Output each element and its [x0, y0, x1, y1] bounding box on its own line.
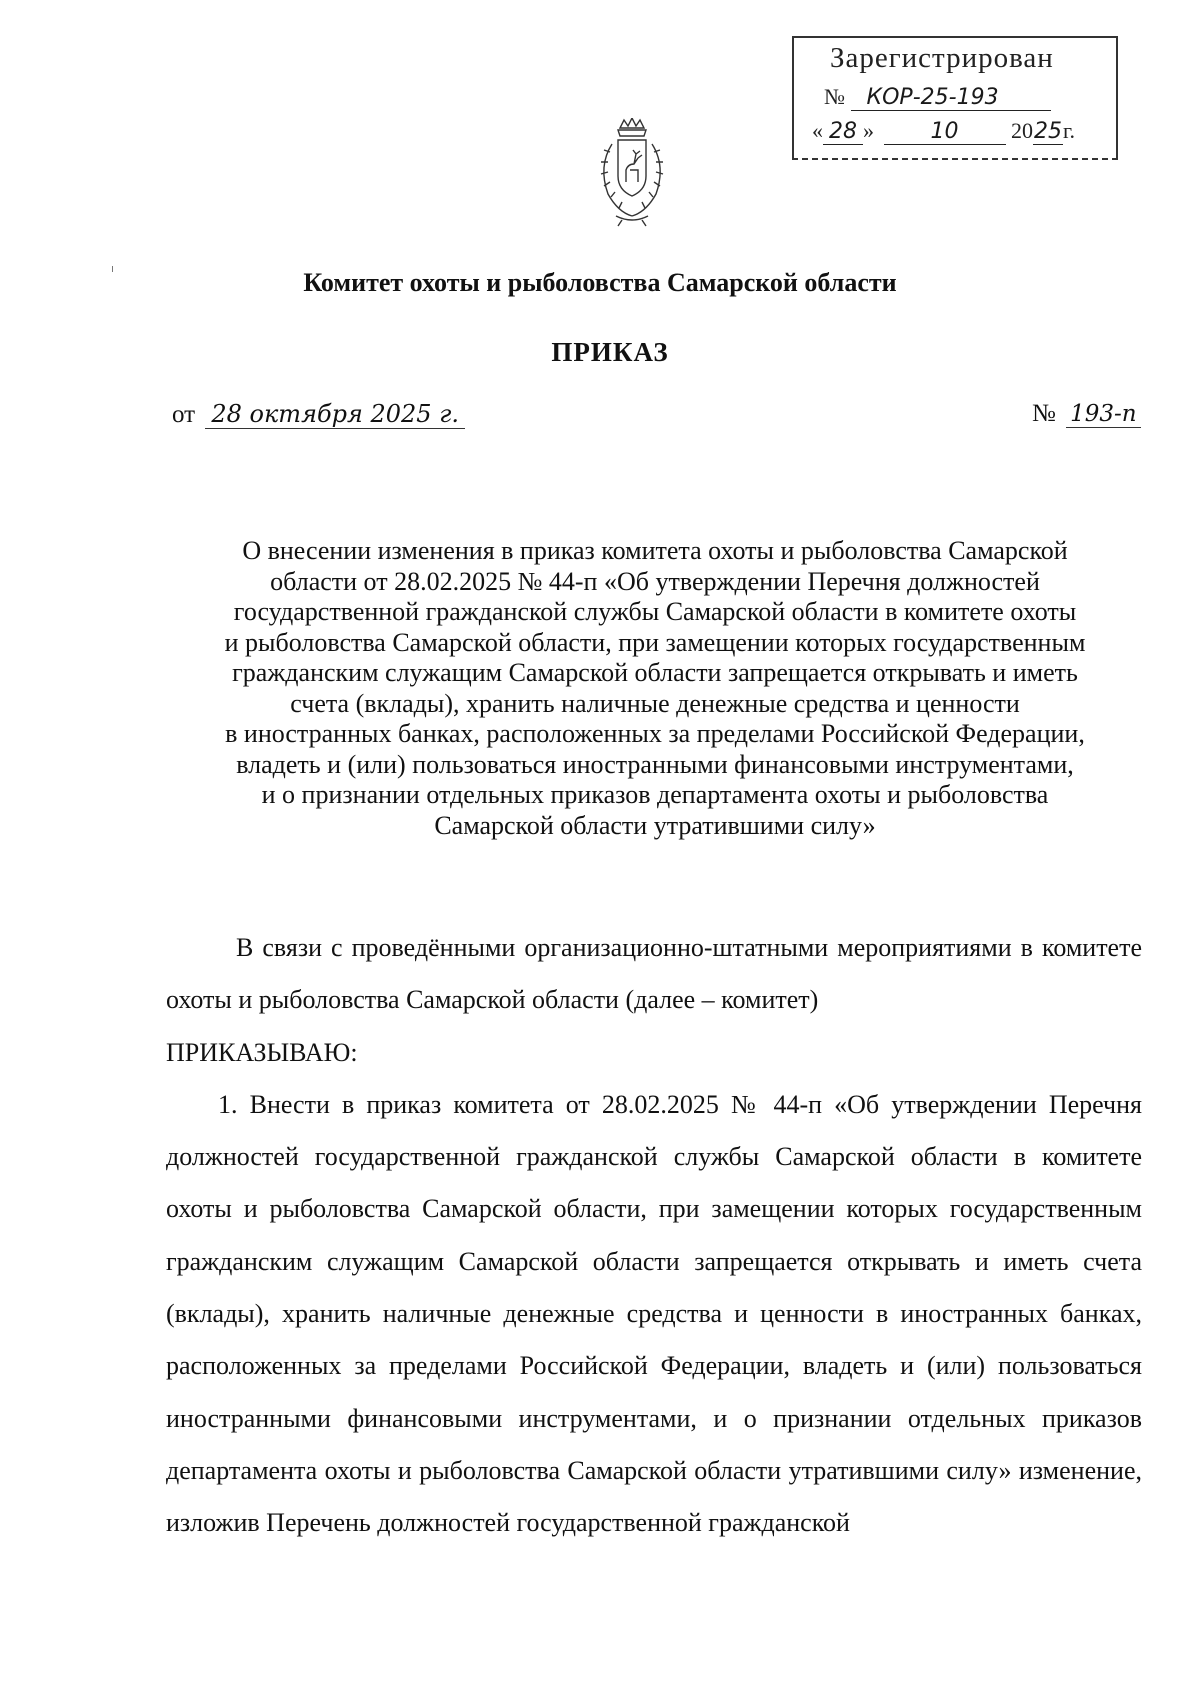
organization-name: Комитет охоты и рыболовства Самарской области	[303, 268, 897, 297]
order-date	[172, 400, 465, 429]
item-1-paragraph: 1. Внести в приказ комитета от 28.02.2025 № 44-п «Об утверждении Перечня должностей государственной гражданской службы Самарской области в комитете охоты и рыболовства Самарской области, при замещении которых государственным гражданским служащим Самарской области запрещается открывать и иметь счета (вклады), хранить наличные денежные средства и ценности в иностранных банках, расположенных за пределами Российской Федерации, владеть и (или) пользоваться иностранными финансовыми инструментами, и о признании отдельных приказов департамента охоты и рыболовства Самарской области утратившими силу» изменение, изложив Перечень должностей государственной гражданской	[166, 1089, 1142, 1538]
order-title-line: и о признании отдельных приказов департамента охоты и рыболовства	[261, 780, 1049, 809]
order-title	[170, 536, 1140, 841]
order-date-label: от	[172, 401, 196, 428]
order-number-label: №	[1032, 400, 1056, 427]
stamp-title: Зарегистрирован	[830, 42, 1054, 74]
order-number-value: 193-п	[1066, 401, 1140, 428]
samara-coat-of-arms-icon	[582, 118, 682, 228]
stamp-date-open: «	[812, 118, 823, 143]
order-title-line: О внесении изменения в приказ комитета охоты и рыболовства Самарской	[242, 536, 1068, 565]
stamp-number-label: №	[824, 84, 845, 109]
order-title-line: и рыболовства Самарской области, при замещении которых государственным	[224, 627, 1086, 657]
stamp-month: 10	[884, 119, 1006, 145]
order-title-line: владеть и (или) пользоваться иностранными финансовыми инструментами,	[236, 749, 1074, 779]
stamp-day: 28	[823, 119, 863, 145]
order-number	[1032, 400, 1141, 428]
preamble-paragraph	[166, 922, 1142, 1079]
directive-word: ПРИКАЗЫВАЮ:	[166, 1037, 358, 1067]
order-title-line: гражданским служащим Самарской области запрещается открывать и иметь	[232, 658, 1078, 687]
order-title-line: в иностранных банках, расположенных за пределами Российской Федерации,	[225, 719, 1085, 748]
order-date-value: 28 октября 2025 г.	[205, 400, 465, 429]
order-title-line: области от 28.02.2025 № 44-п «Об утверждении Перечня должностей	[270, 566, 1040, 596]
order-title-line: счета (вклады), хранить наличные денежные средства и ценности	[290, 688, 1020, 718]
stamp-year-prefix: 20	[1011, 118, 1033, 143]
order-title-line: государственной гражданской службы Самарской области в комитете охоты	[233, 597, 1077, 626]
preamble-text: В связи с проведёнными организационно-штатными мероприятиями в комитете охоты и рыболовства Самарской области (далее – комитет)	[166, 933, 1142, 1015]
stamp-date-row	[812, 118, 1075, 145]
order-title-line: Самарской области утратившими силу»	[434, 810, 876, 840]
document-type: ПРИКАЗ	[551, 337, 669, 367]
stamp-year-unit: г.	[1063, 118, 1076, 143]
stamp-date-close: »	[863, 118, 874, 143]
order-body	[166, 922, 1142, 1550]
stamp-number-row	[824, 84, 1051, 111]
stamp-number-value: КОР-25-193	[851, 85, 1051, 111]
registration-stamp	[792, 36, 1118, 160]
stamp-year-suffix: 25	[1034, 119, 1062, 144]
